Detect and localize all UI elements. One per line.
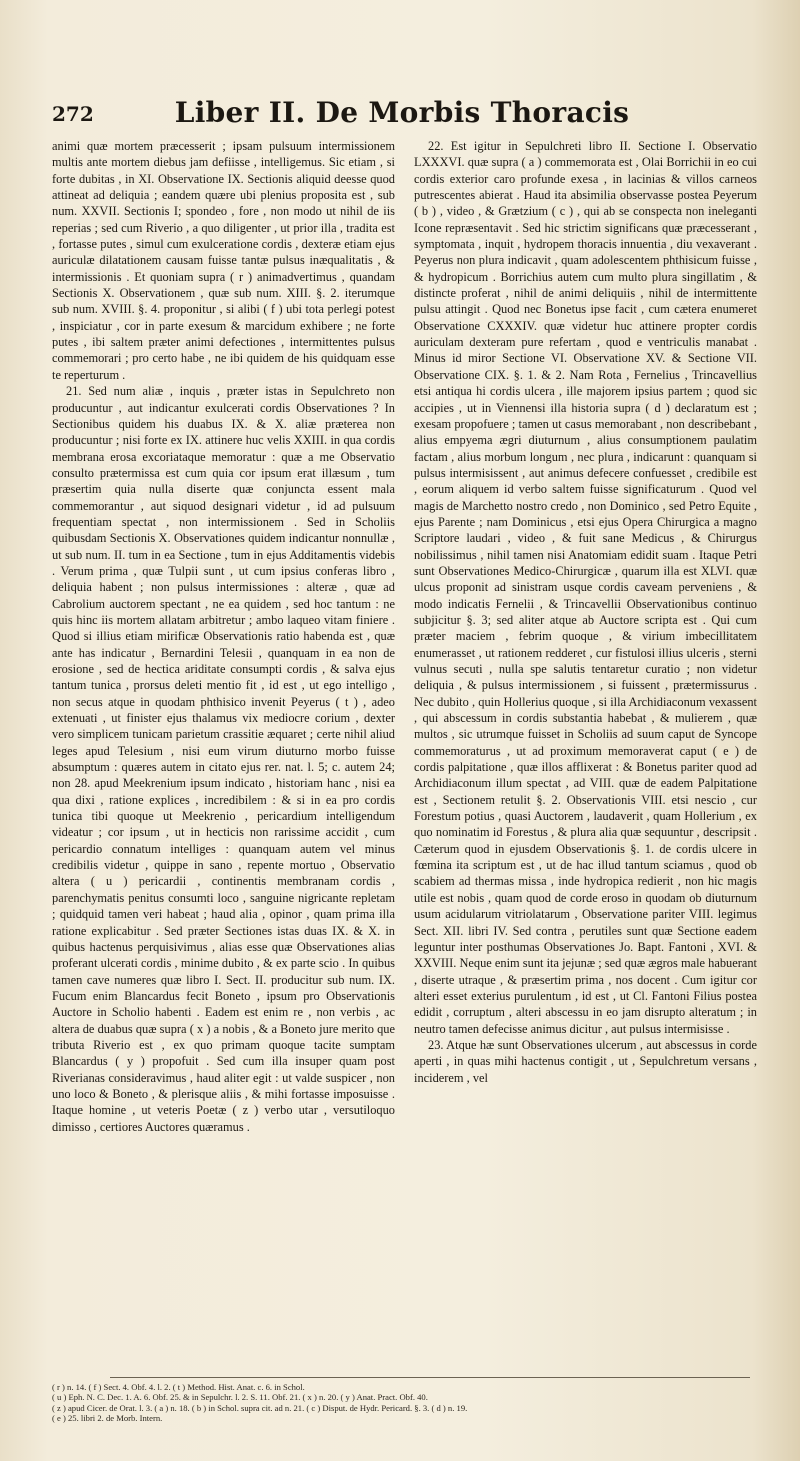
left-column	[52, 138, 395, 1360]
paragraph: 22. Est igitur in Sepulchreti libro II. Sectione I. Observatio LXXXVI. quæ supra ( a ) commemorata est , Olai Borrichii in eo cui cordis exterior caro profunde exesa , in lacinias & villos carneos putrescentes abierat . Haud ita absimilia observasse postea Peyerum ( b ) , video , & Grætzium ( c ) , qui ab se conspecta non ineleganti Icone repræsentavit . Sed hic strictim significans quæ præcesserant , symptomata , inquit , hydropem thoracis innuentia , diu vexaverant . Peyerus non plura indicavit , quam adolescentem phthisicum fuisse , & hydropicum . Borrichius autem cum multo plura singillatim , & distincte proferat , nihil de animi deliquiis , nihil de intermittente pulsu attingit . Quod nec Bonetus ipse facit , cum cætera enumeret Observatione CXXXIV. quæ videtur huc attinere propter cordis auriculam dexteram pure refertam , quod e ventriculis manabat . Minus id miror Sectione VI. Observatione XV. & Sectione VII. Observatione CIX. §. 1. & 2. Nam Rota , Fernelius , Trincavellius etsi antiqua hi cordis ulcera , ille majorem ipsius partem ; quod sic accipies , ut in Viennensi illa historia supra ( d ) declaratum est ; exesam propofuere ; tamen ut casus memorabant , non describebant , alius empyema ægri diuturnum , alius consumptionem paulatim factam , alius morbum longum , nec plura , indicarunt : quanquam si pulsus intermisissent , aut animus defecere confuesset , credibile est , eorum aliquem id verbo saltem fuisse significaturum . Quod vel magis de Marchetto nostro credo , non Dominico , sed Petro Equite , ejus Parente ; nam Dominicus , etsi ejus Opera Chirurgica a magno Scriptore laudari , video , & fuit sane Medicus , & Chirurgus nobilissimus , nihil tamen nisi Anatomiam edidit suam . Itaque Petri sunt Observationes Medico-Chirurgicæ , quarum illa est XLVI. quæ ulcus proponit ad sinistram usque cordis caveam perveniens , & modo indicatis Fernelii , & Trincavellii Observationibus continuo subjicitur §. 3; sed aliter atque ab Auctore scripta est . Qui cum præter maciem , febrim quoque , & virium imbecillitatem enumerasset , ut rationem redderet , cur fistulosi illius ulceris , sterni vulnus secuti , nulla spe salutis tentaretur curatio ; non videtur deliquia , & pulsus intermissionem , si fuissent , prætermissurus . Nec dubito , quin Hollerius quoque , si illa Archidiaconum vexassent , qui abscessum in cordis substantia habebat , & mulierem , quæ multos , sic utrumque fuisset in Scholiis ad suum caput de Syncope commemoraturus , ut ad proximum memoraverat caput ( e ) de cordis palpitatione , quæ illos afflixerat : & Bonetus pariter quod ad Archidiaconum illum spectat , ad VIII. quæ de eadem Palpitatione est , Sectionem retulit §. 2. Observationis VIII. etsi nescio , cur Forestum potius , quasi Auctorem , laudaverit , quam Hollerium , ex quo nominatim id Forestus , & plura alia quæ sequuntur , descripsit . Cæterum quod in ejusdem Observationis §. 1. de cordis ulcere in fœmina ita scriptum est , ut de hac illud tantum sciamus , quod ob scabiem ad thermas missa , inde hydropica redierit , non hic magis utile est nobis , quam quod de corde eroso in quodam ob diuturnum usum acidularum vitriolatarum , Observatione pariter VIII. legimus Sect. XII. libri IV. Sed contra , perutiles sunt quæ Sectione eadem leguntur inter posthumas Observationes Jo. Bapt. Fantoni , XVI. & XXVIII. Neque enim sunt ita jejunæ ; sed quæ ægros male habuerant , diserte utraque , & præsertim prima , nos docent . Cum igitur cor alteri esset exterius purulentum , id est , ut Cl. Fantoni Filius postea edidit , corruptum , alteri abscessu in eo jam disrupto alteratum ; in neutro tamen defecisse animus dicitur , aut pulsus intermisisse .	[414, 139, 757, 1036]
page-number: 272	[52, 102, 94, 126]
paragraph: animi quæ mortem præcesserit ; ipsam pulsuum intermissionem multis ante mortem diebus jam defiisse , intelligemus. Sic etiam , si forte dubitas , in XI. Observatione IX. Sectionis aliquid deesse quod attineat ad deliquia ; eandem quære ubi plenius proposita est , sub num. XXVII. Sectionis I; spondeo , fore , non modo ut nihil de iis reperias ; sed cum Riverio , a quo diligenter , ut prior illa , tradita est , fortasse putes , simul cum exulceratione cordis , dexteræ etiam ejus auriculæ dilatationem causam fuisse tantæ pulsus inæqualitatis , & intermissionis . Et quoniam supra ( r ) animadvertimus , quandam Sectionis X. Observationem , quæ sub num. XIII. §. 2. iterumque sub num. XVIII. §. 4. proponitur , si alibi ( f ) ubi tota perlegi potest , inspiciatur , cor in parte exesum & marcidum exhibere ; ne forte putes , ibi saltem præter animi defectiones , intermittentes pulsus commemorari ; pro certo habe , ne ibi quidem de his quidquam esse te reperturum .	[52, 139, 395, 382]
footnote-line: ( e ) 25. libri 2. de Morb. Intern.	[52, 1413, 163, 1424]
paragraph: 21. Sed num aliæ , inquis , præter istas in Sepulchreto non producuntur , aut indicantur exulcerati cordis Observationes ? In Sectionibus quidem his duabus IX. & X. aliæ præterea non producuntur ; nisi forte ex IX. attinere huc velis XXIII. in qua cordis membrana erosa excoriataque memoratur : quæ a me Observatio consulto prætermissa est cum quia cor ipsum erat illæsum , tum præsertim quia nulla diserte quæ conjuncta essent mala commemorantur , aut siquod designari videtur , id ad pulsuum frequentiam spectat , non intermissionem . Sed in Scholiis quibusdam Sectionis X. Observationes quidem indicantur nonnullæ , ut sub num. II. tum in ea Sectione , tum in ejus Additamentis videbis . Verum prima , quæ Tulpii sunt , ut cum ipsius conferas libro , deliquia habent ; non pulsus intermissiones : alteræ , quæ ad Cabrolium auctorem spectant , ne ea quidem , sed hoc tantum : ne quis hinc iis mortem allatam arbitretur ; ambo laqueo vitam finiere . Quod si illius etiam mirificæ Observationis ratio habenda est , quæ ante has indicatur , Bernardini Telesii , quanquam in ea non de erosione , sed de hectica ariditate consumpti cordis , & salva ejus tantum tunica , prorsus deleti mentio fit , id est , ut ego intelligo , non secus atque in quodam phthisico invenit Peyerus ( t ) , adeo extenuati , ut finister ejus thalamus vix mediocre corium , dexter vero simplicem tunicam parietum crassitie æquaret ; certe nihil aliud leges apud Telesium , nisi eum virum diuturno morbo fuisse absumptum : quæres autem in citato ejus rer. nat. l. 5; c. autem 24; non 28. apud Meekrenium ipsum indicato , historiam hanc , nisi ea qua dixi , ratione explices , incredibilem : & si in ea pro cordis tunica tibi quoque ut Meekrenio , pericardium intelligendum videatur ; cor ipsum , ut in hecticis non rarissime accidit , cum pericardio connatum intelliges : quanquam autem vel minus credibilis videtur , quippe in sano , repente mortuo , Observatio altera ( u ) pericardii , continentis membranam cordis , parenchymatis penitus consumti loco , sanguine nigricante repletam ; quidquid tamen veri habeat ; haud alia , opinor , quam prima illa ratione explicabitur . Sed præter Sectiones istas duas IX. & X. in quibus hactenus perquisivimus , alias esse quæ Observationes alias proferant ulcerati cordis , minime dubito , & ex parte scio . In quibus tamen cave numeres quæ libro I. Sect. II. producitur sub num. IX. Fucum enim Blancardus fecit Boneto , ipsum pro Observationis Auctore in Scholio habenti . Eadem est enim re , non verbis , ac altera de duabus quæ supra ( x ) a nobis , & a Boneto jure merito que tributa Riverio est , ex quo primam quoque tacite sumptam Blancardus ( y ) propofuit . Sed cum illa insuper quam post Riverianas consideravimus , haud aliter egit : ut valde suspicer , non uno loco & Boneto , & plerisque aliis , & mihi fortasse imposuisse . Itaque homine , ut veteris Poetæ ( z ) verbo utar , versutiloquo dimisso , certiores Auctores quæramus .	[52, 384, 395, 1134]
footnote-line: ( z ) apud Cicer. de Orat. l. 3. ( a ) n. 18. ( b ) in Schol. supra cit. ad n. 21. ( c ) Disput. de Hydr. Pericard. §. 3. ( d ) n. 19.	[52, 1402, 468, 1413]
paragraph: 23. Atque hæ sunt Observationes ulcerum , aut abscessus in corde aperti , in quas mihi hactenus contigit , ut , Sepulchretum versans , inciderem , vel	[414, 1037, 757, 1085]
running-title: Liber II. De Morbis Thoracis	[174, 96, 630, 129]
footnote-divider	[110, 1377, 750, 1378]
footnotes	[52, 1382, 757, 1444]
page-header	[52, 96, 752, 136]
right-column	[414, 138, 757, 1360]
text-columns	[52, 138, 757, 1360]
footnote-line: ( r ) n. 14. ( f ) Sect. 4. Obf. 4. l. 2. ( t ) Method. Hist. Anat. c. 6. in Schol.	[52, 1382, 305, 1392]
footnote-line: ( u ) Eph. N. C. Dec. 1. A. 6. Obf. 25. & in Sepulchr. l. 2. S. 11. Obf. 21. ( x ) n. 20. ( y ) Anat. Pract. Obf. 40.	[52, 1392, 428, 1403]
